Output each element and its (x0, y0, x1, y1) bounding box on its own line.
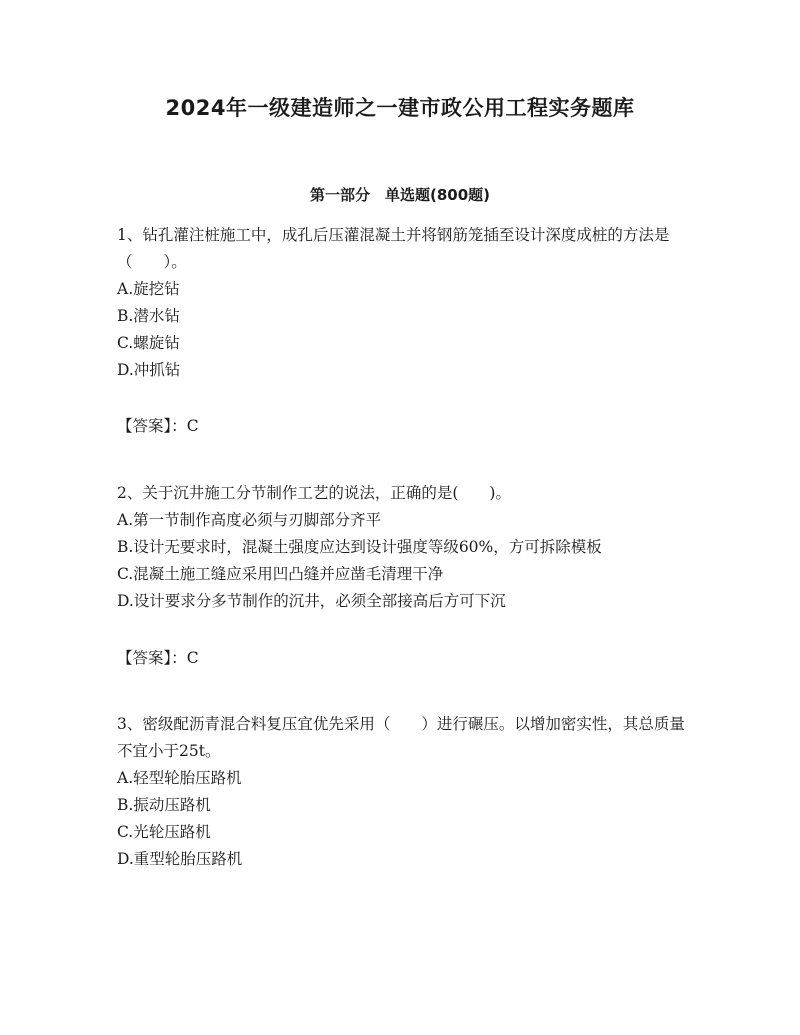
option-list (117, 276, 687, 384)
section-title: 第一部分 单选题(800题) (309, 186, 491, 204)
question-stem: 1、钻孔灌注桩施工中，成孔后压灌混凝土并将钢筋笼插至设计深度成桩的方法是（ ）。 (117, 226, 670, 271)
option-b: B.设计无要求时，混凝土强度应达到设计强度等级60%，方可拆除模板 (117, 538, 602, 556)
answer-2: 【答案】：C (117, 649, 199, 667)
option-list (117, 765, 687, 873)
option-c: C.光轮压路机 (117, 823, 211, 841)
option-d: D.冲抓钻 (117, 361, 181, 379)
option-c: C.混凝土施工缝应采用凹凸缝并应凿毛清理干净 (117, 565, 444, 583)
option-b: B.振动压路机 (117, 796, 211, 814)
option-a: A.第一节制作高度必须与刃脚部分齐平 (117, 511, 382, 529)
option-b: B.潜水钻 (117, 307, 180, 325)
option-c: C.螺旋钻 (117, 334, 180, 352)
answer-1: 【答案】：C (117, 417, 199, 435)
option-a: A.旋挖钻 (117, 280, 180, 298)
question-stem: 3、密级配沥青混合料复压宜优先采用（ ）进行碾压。以增加密实性，其总质量不宜小于25t。 (117, 715, 685, 760)
option-d: D.设计要求分多节制作的沉井，必须全部接高后方可下沉 (117, 592, 506, 610)
option-d: D.重型轮胎压路机 (117, 850, 243, 868)
option-a: A.轻型轮胎压路机 (117, 769, 242, 787)
question-3 (117, 711, 687, 873)
question-1 (117, 222, 687, 384)
question-2 (117, 480, 687, 615)
question-stem: 2、关于沉井施工分节制作工艺的说法，正确的是( )。 (117, 484, 511, 502)
document-title: 2024年一级建造师之一建市政公用工程实务题库 (165, 96, 635, 120)
option-list (117, 507, 687, 615)
